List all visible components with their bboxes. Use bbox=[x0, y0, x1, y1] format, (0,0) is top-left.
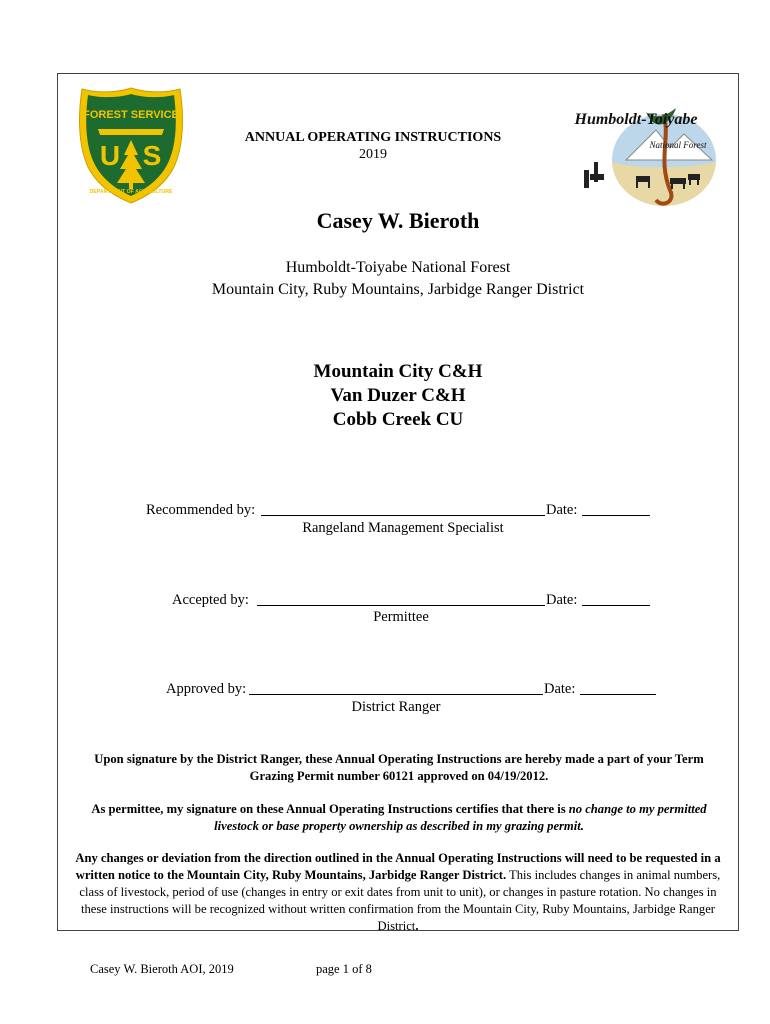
allotment-1: Mountain City C&H bbox=[313, 361, 483, 382]
allotment-3: Cobb Creek CU bbox=[332, 409, 464, 430]
approved-role: District Ranger bbox=[351, 699, 441, 715]
recommended-signature-line bbox=[261, 515, 545, 516]
permit-incorporation-paragraph: Upon signature by the District Ranger, these Annual Operating Instructions are hereby made a part of your Term Grazing Permit number 60121 approved on 04/19/2012. bbox=[94, 752, 704, 783]
fs-logo-letter-s: S bbox=[142, 140, 162, 171]
ranger-district: Mountain City, Ruby Mountains, Jarbidge Ranger District bbox=[211, 281, 585, 298]
approved-date-label: Date: bbox=[544, 681, 576, 697]
accepted-signature-line bbox=[257, 605, 545, 606]
changes-detail-text: This includes changes in animal numbers, class of livestock, period of use (changes in entry or exit dates from unit to unit), or changes in pasture rotation. No changes in these instructions will be recognized without written confirmation from the Mountain City, Ruby Mountains, Jarbidge Ranger District bbox=[79, 868, 721, 933]
accepted-date-line bbox=[582, 605, 650, 606]
fs-logo-letter-u: U bbox=[99, 140, 121, 171]
humboldt-toiyabe-logo-icon bbox=[566, 90, 722, 208]
certification-emphasis: no change to my permitted livestock or base property ownership as described in my grazing permit. bbox=[214, 802, 707, 833]
recommended-date-label: Date: bbox=[546, 502, 578, 518]
document-title: ANNUAL OPERATING INSTRUCTIONS bbox=[244, 130, 502, 145]
ht-logo-subtitle: National Forest bbox=[649, 140, 707, 150]
accepted-role: Permittee bbox=[373, 609, 429, 625]
permittee-name: Casey W. Bieroth bbox=[316, 208, 480, 233]
document-year: 2019 bbox=[359, 147, 387, 162]
forest-name: Humboldt-Toiyabe National Forest bbox=[285, 259, 511, 276]
footer-page-number: page 1 of 8 bbox=[316, 962, 372, 976]
forest-service-shield-icon bbox=[76, 85, 186, 205]
ht-logo-title: Humboldt-Toiyabe bbox=[574, 111, 698, 128]
changes-paragraph bbox=[66, 850, 730, 935]
changes-requirement-text: Any changes or deviation from the direction outlined in the Annual Operating Instructions will need to be requested in a written notice to the Mountain City, Ruby Mountains, Jarbidge Ranger District. bbox=[75, 851, 721, 882]
changes-end-period: . bbox=[415, 919, 419, 933]
certification-text: As permittee, my signature on these Annual Operating Instructions certifies that there is bbox=[91, 802, 569, 816]
approved-by-label: Approved by: bbox=[166, 681, 247, 697]
recommended-by-label: Recommended by: bbox=[146, 502, 256, 518]
footer-document-name: Casey W. Bieroth AOI, 2019 bbox=[90, 962, 234, 976]
certification-paragraph bbox=[74, 801, 724, 835]
fs-logo-top-text: FOREST SERVICE bbox=[83, 109, 179, 121]
approved-signature-line bbox=[249, 694, 543, 695]
allotment-2: Van Duzer C&H bbox=[330, 385, 466, 406]
fs-logo-bottom-text: DEPARTMENT OF AGRICULTURE bbox=[89, 189, 173, 195]
accepted-by-label: Accepted by: bbox=[172, 592, 249, 608]
recommended-role: Rangeland Management Specialist bbox=[302, 520, 504, 536]
accepted-date-label: Date: bbox=[546, 592, 578, 608]
approved-date-line bbox=[580, 694, 656, 695]
recommended-date-line bbox=[582, 515, 650, 516]
